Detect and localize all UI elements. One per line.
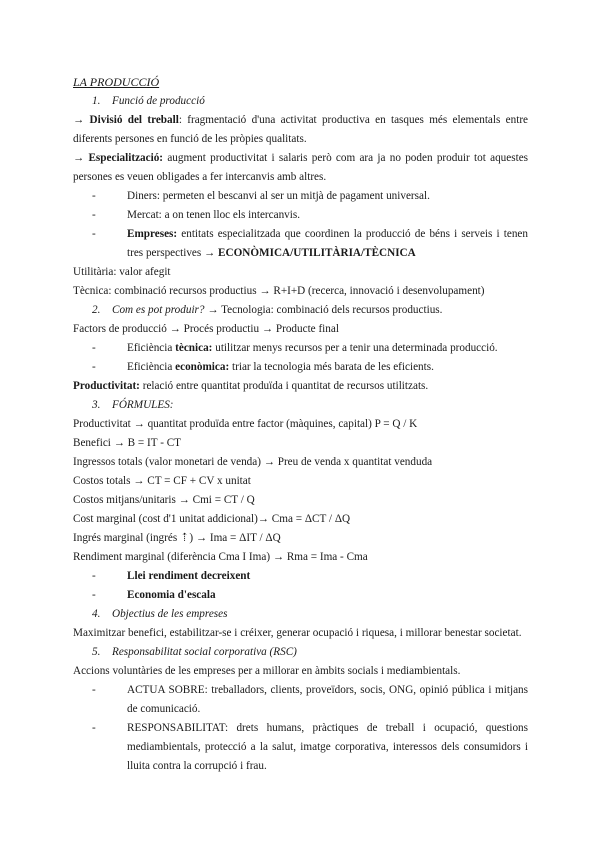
bullet-dash: - bbox=[92, 190, 96, 202]
empreses-text: entitats especialitzada que coordinen la producció de béns i serveis i tenen tres perspectives → bbox=[127, 228, 528, 259]
list-item bbox=[73, 567, 528, 586]
divisio-text: : fragmentació d'una activitat productiva en tasques més elementals entre diferents persones en funció de les pròpies qualitats. bbox=[73, 114, 529, 145]
list-item bbox=[73, 358, 528, 377]
list-item bbox=[73, 206, 528, 225]
section-number: 3. bbox=[92, 399, 101, 411]
formula-line: Ingressos totals (valor monetari de venda) → Preu de venda x quantitat venduda bbox=[73, 456, 433, 468]
perspectives-caps: ECONÒMICA/UTILITÀRIA/TÈCNICA bbox=[218, 247, 416, 259]
section-number: 5. bbox=[92, 646, 101, 658]
formula-line: Cost marginal (cost d'1 unitat addicional)→ Cma = ΔCT / ΔQ bbox=[73, 513, 351, 525]
bullet-dash: - bbox=[92, 361, 96, 373]
bullet-text: Economia d'escala bbox=[127, 589, 216, 601]
section-number: 2. bbox=[92, 304, 101, 316]
productivitat-line bbox=[73, 377, 528, 396]
section-2-heading bbox=[73, 301, 528, 320]
term-especialitzacio: Especialització: bbox=[88, 152, 164, 164]
formula-line: Productivitat → quantitat produïda entre factor (màquines, capital) P = Q / K bbox=[73, 418, 418, 430]
section-label: Objectius de les empreses bbox=[112, 608, 228, 620]
formula-line: Rendiment marginal (diferència Cma I Ima) → Rma = Ima - Cma bbox=[73, 551, 368, 563]
list-item bbox=[73, 187, 528, 206]
section-4-heading bbox=[73, 605, 528, 624]
page-title: LA PRODUCCIÓ bbox=[73, 75, 160, 89]
section-1-heading bbox=[73, 92, 528, 111]
term-empreses: Empreses: bbox=[127, 228, 178, 240]
bullet-dash: - bbox=[92, 589, 96, 601]
list-item bbox=[73, 681, 528, 719]
bullet-dash: - bbox=[92, 342, 96, 354]
section-3-heading bbox=[73, 396, 528, 415]
bullet-text: ACTUA SOBRE: treballadors, clients, proveïdors, socis, ONG, opinió pública i mitjans de comunicació. bbox=[127, 684, 528, 715]
section-5-heading bbox=[73, 643, 528, 662]
list-item bbox=[73, 719, 528, 776]
formula-line: Costos mitjans/unitaris → Cmi = CT / Q bbox=[73, 494, 255, 506]
section-number: 4. bbox=[92, 608, 101, 620]
list-item bbox=[73, 339, 528, 358]
arrow-glyph: → bbox=[73, 114, 85, 126]
list-item-empreses bbox=[73, 225, 528, 263]
section-label: FÓRMULES: bbox=[112, 399, 174, 411]
section-label: Responsabilitat social corporativa (RSC) bbox=[112, 646, 297, 658]
arrow-glyph: → bbox=[73, 152, 85, 164]
formula-line: Benefici → B = IT - CT bbox=[73, 437, 182, 449]
eficiencia-pre: Eficiència bbox=[127, 342, 176, 354]
document-page bbox=[73, 72, 528, 776]
term-economica: econòmica: bbox=[175, 361, 230, 373]
eficiencia-post: triar la tecnologia més barata de les eficients. bbox=[229, 361, 434, 373]
list-item bbox=[73, 586, 528, 605]
accions-line: Accions voluntàries de les empreses per a millorar en àmbits socials i mediambientals. bbox=[73, 665, 461, 677]
bullet-dash: - bbox=[92, 684, 96, 696]
tecnica-line: Tècnica: combinació recursos productius → R+I+D (recerca, innovació i desenvolupament) bbox=[73, 285, 485, 297]
bullet-text bbox=[127, 225, 528, 263]
bullet-text: Mercat: a on tenen lloc els intercanvis. bbox=[127, 209, 301, 221]
term-divisio: Divisió del treball bbox=[89, 114, 179, 126]
especialitzacio-text: augment productivitat i salaris però com ara ja no poden produir tot aquestes persones es veuen obligades a fer intercanvis amb altres. bbox=[73, 152, 529, 183]
section-2-rest: → Tecnologia: combinació dels recursos productius. bbox=[204, 304, 443, 316]
bullet-dash: - bbox=[92, 209, 96, 221]
bullet-text: Llei rendiment decreixent bbox=[127, 570, 251, 582]
objectius-line: Maximitzar benefici, estabilitzar-se i créixer, generar ocupació i riquesa, i millorar benestar societat. bbox=[73, 627, 522, 639]
section-label: Com es pot produir? bbox=[112, 304, 205, 316]
especialitzacio-paragraph bbox=[73, 149, 528, 187]
bullet-text: Diners: permeten el bescanvi al ser un mitjà de pagament universal. bbox=[127, 190, 430, 202]
bullet-text bbox=[127, 358, 528, 377]
formula-line: Costos totals → CT = CF + CV x unitat bbox=[73, 475, 251, 487]
term-tecnica: tècnica: bbox=[175, 342, 213, 354]
bullet-text bbox=[127, 339, 528, 358]
term-productivitat: Productivitat: bbox=[73, 380, 140, 392]
section-label: Funció de producció bbox=[112, 95, 205, 107]
bullet-dash: - bbox=[92, 722, 96, 734]
section-number: 1. bbox=[92, 95, 101, 107]
bullet-text: RESPONSABILITAT: drets humans, pràctiques de treball i ocupació, questions mediambientals, protecció a la salut, imatge corporativa, interessos dels consumidors i lluita contra la corrupció i frau. bbox=[127, 722, 528, 772]
bullet-dash: - bbox=[92, 228, 96, 240]
utilitaria-line: Utilitària: valor afegit bbox=[73, 266, 171, 278]
bullet-dash: - bbox=[92, 570, 96, 582]
eficiencia-post: utilitzar menys recursos per a tenir una determinada producció. bbox=[212, 342, 498, 354]
eficiencia-pre: Eficiència bbox=[127, 361, 176, 373]
formula-line: Ingrés marginal (ingrés ⇡) → Ima = ΔIT / ΔQ bbox=[73, 532, 281, 544]
productivitat-text: relació entre quantitat produïda i quantitat de recursos utilitzats. bbox=[139, 380, 429, 392]
factors-line: Factors de producció → Procés productiu → Producte final bbox=[73, 323, 339, 335]
divisio-paragraph bbox=[73, 111, 528, 149]
